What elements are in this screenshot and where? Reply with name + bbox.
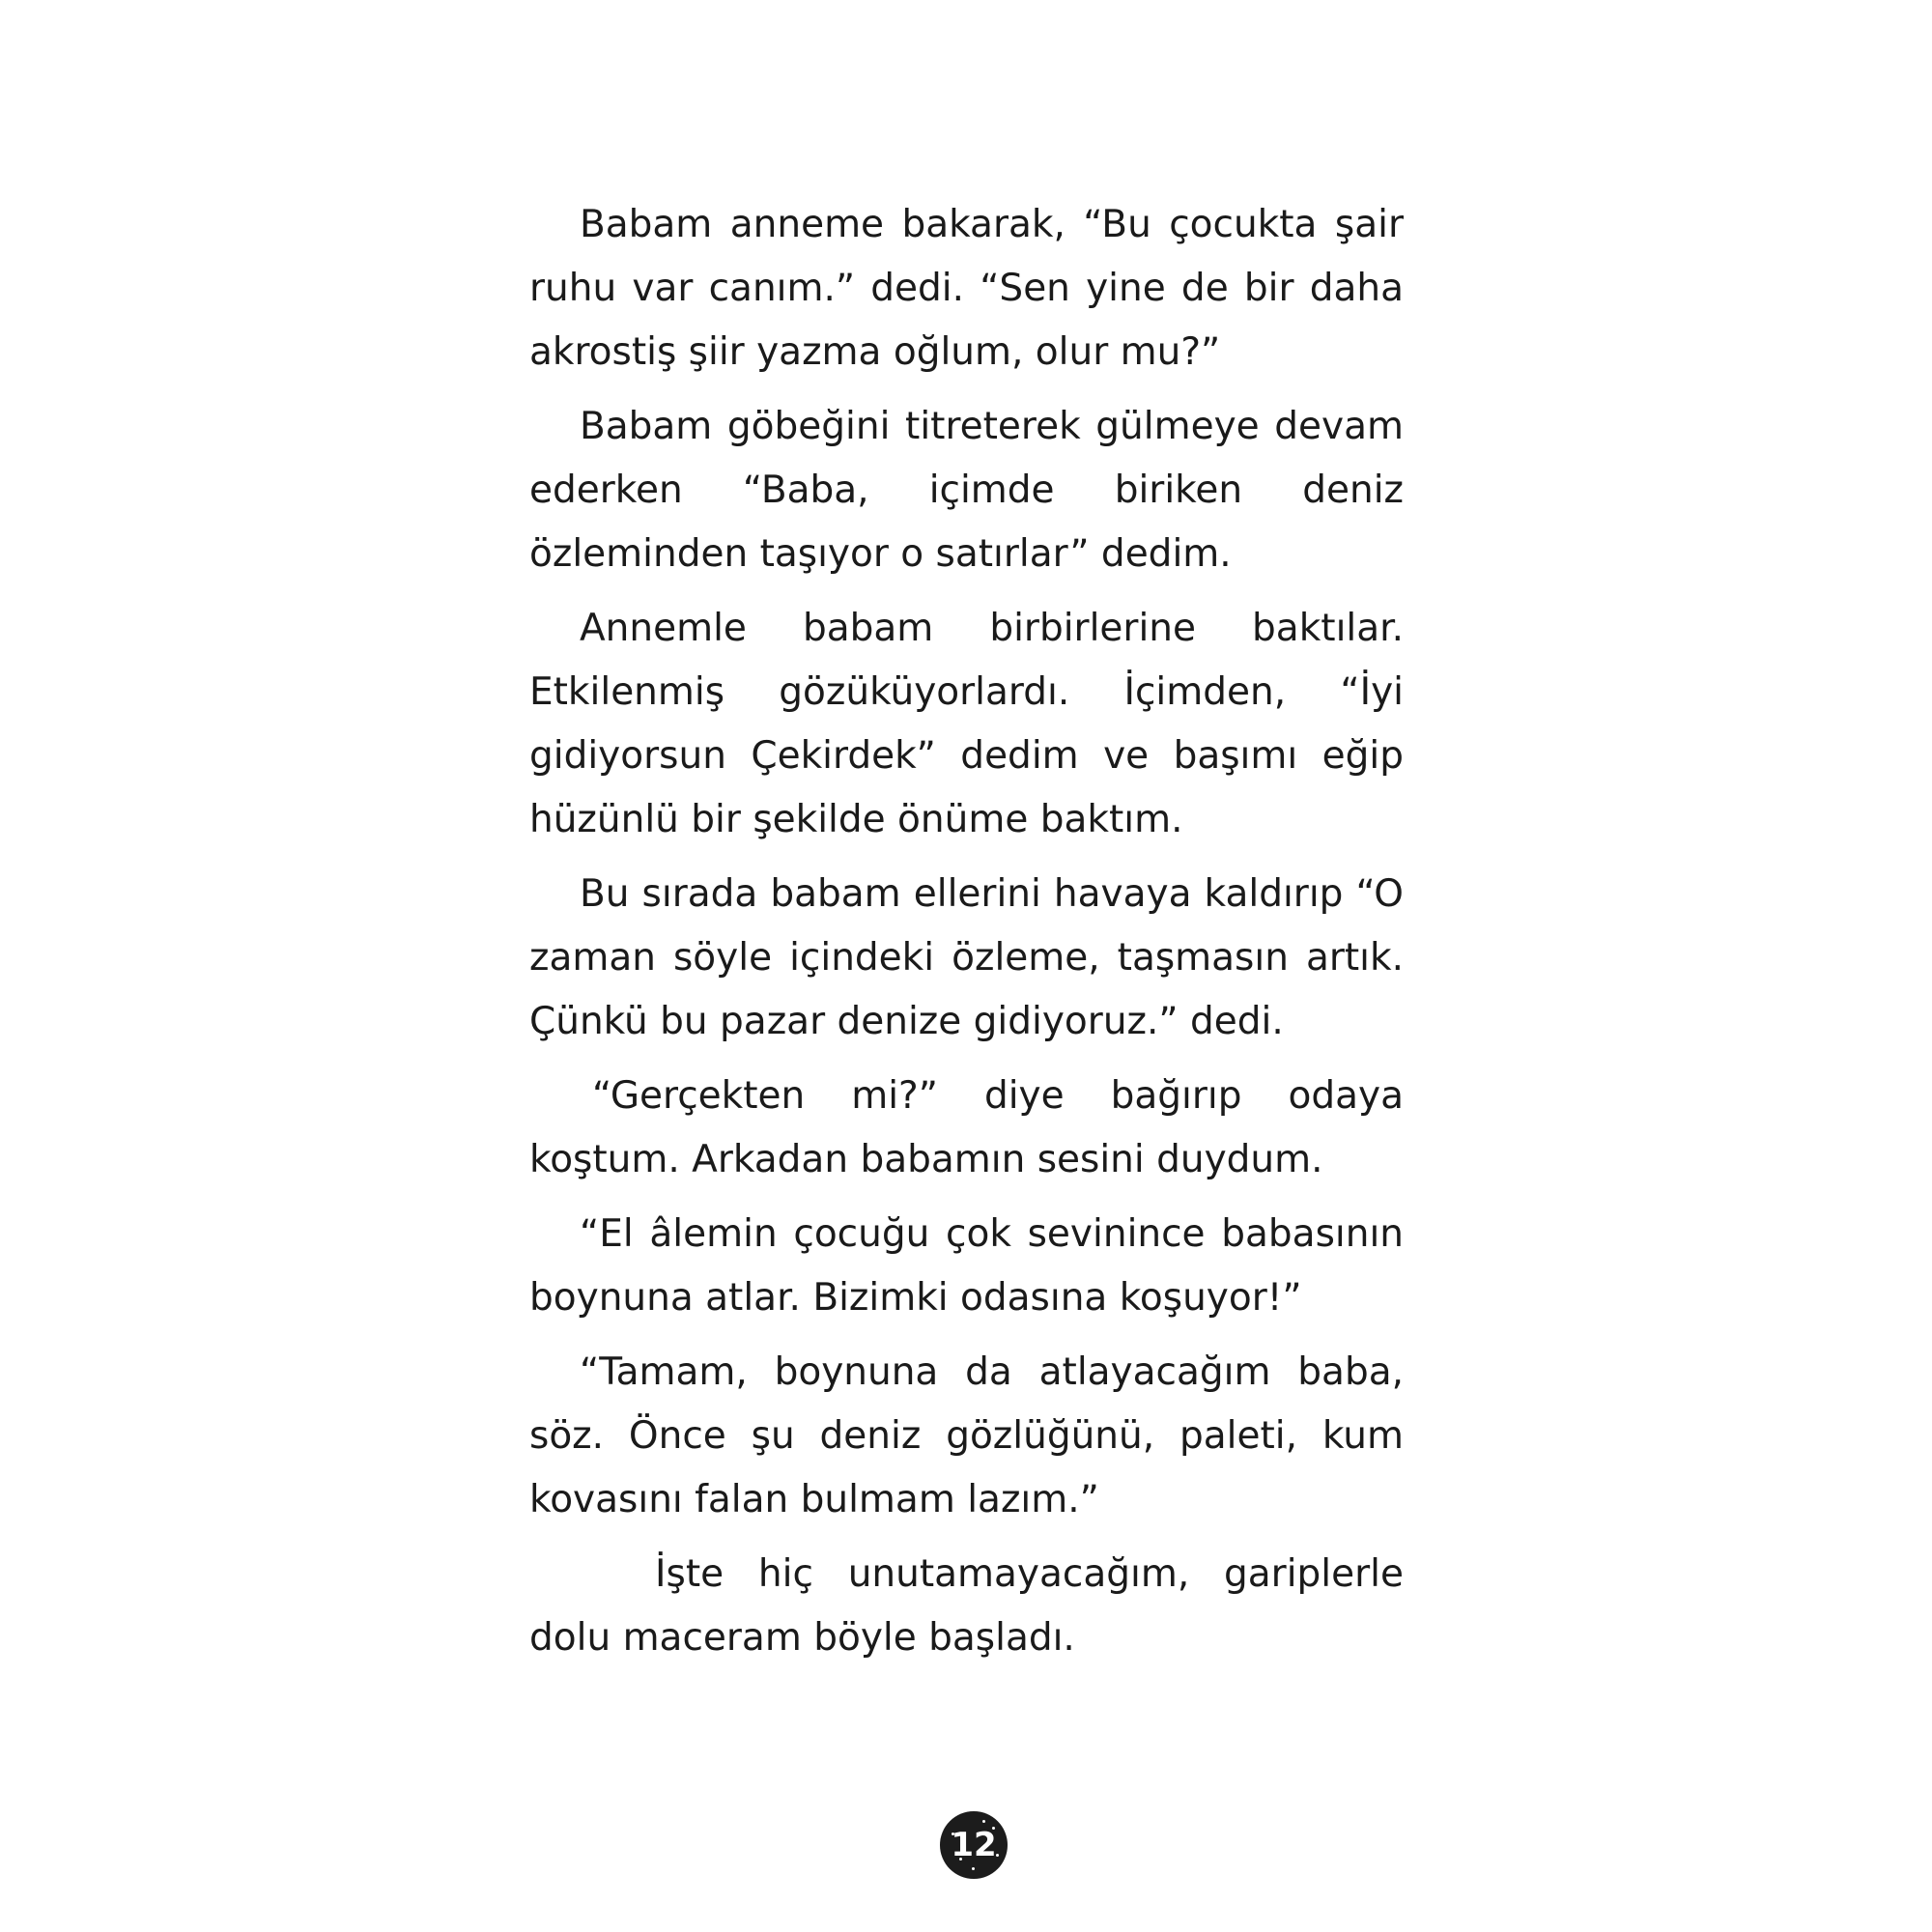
paragraph-5: “Gerçekten mi?” diye bağırıp odaya koştum. Arkadan babamın sesini duydum. (529, 1074, 1404, 1181)
paragraph-6: “El âlemin çocuğu çok sevinince babasının boynuna atlar. Bizimki odasına koşuyor!” (529, 1212, 1404, 1320)
paragraph-4: Bu sırada babam ellerini havaya kaldırıp “O zaman söyle içindeki özleme, taşmasın artık. Çünkü bu pazar denize gidiyoruz.” dedi. (529, 872, 1404, 1043)
page-number-badge (940, 1811, 1008, 1879)
paragraph-3: Annemle babam birbirlerine baktılar. Etkilenmiş gözüküyorlardı. İçimden, “İyi gidiyorsun Çekirdek” dedim ve başımı eğip hüzünlü bir şekilde önüme baktım. (529, 607, 1404, 841)
page-number: 12 (951, 1826, 997, 1864)
body-text (529, 193, 1404, 1681)
paragraph-8: İşte hiç unutamayacağım, gariplerle dolu maceram böyle başladı. (529, 1552, 1404, 1660)
paragraph-1: Babam anneme bakarak, “Bu çocukta şair ruhu var canım.” dedi. “Sen yine de bir daha akrostiş şiir yazma oğlum, olur mu?” (529, 203, 1404, 374)
paragraph-2: Babam göbeğini titreterek gülmeye devam ederken “Baba, içimde biriken deniz özleminden taşıyor o satırlar” dedim. (529, 405, 1404, 576)
paragraph-7: “Tamam, boynuna da atlayacağım baba, söz. Önce şu deniz gözlüğünü, paleti, kum kovasını falan bulmam lazım.” (529, 1350, 1404, 1521)
